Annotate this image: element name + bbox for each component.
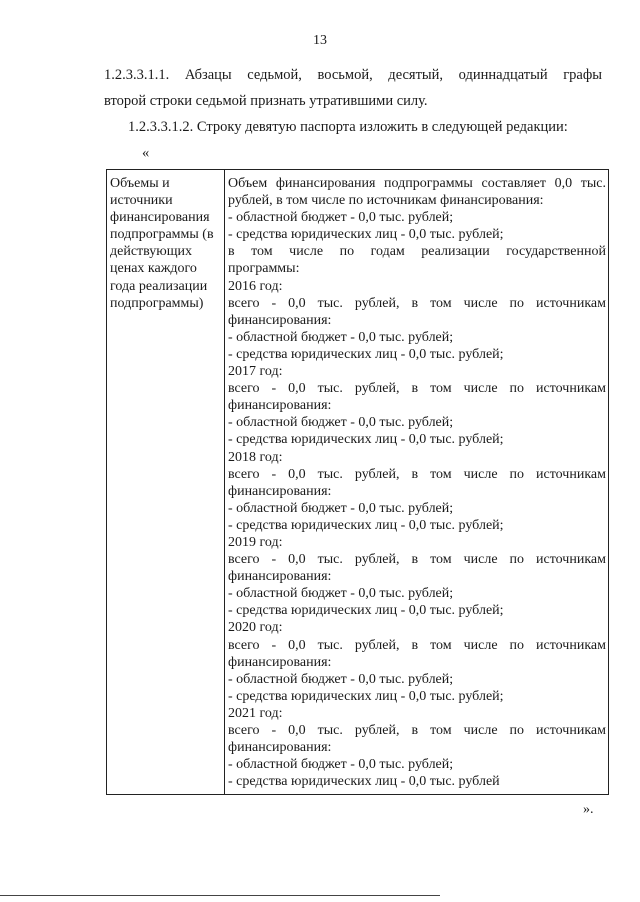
content-line: - областной бюджет - 0,0 тыс. рублей; <box>228 210 454 226</box>
content-line: финансирования: <box>228 312 332 328</box>
content-line: - средства юридических лиц - 0,0 тыс. рублей; <box>228 517 504 533</box>
opening-quote: « <box>142 145 150 161</box>
label-line: подпрограммы) <box>110 295 204 311</box>
content-line: финансирования: <box>228 398 332 414</box>
label-line: источники <box>110 193 173 209</box>
content-line: 2019 год: <box>228 534 283 550</box>
content-line: - областной бюджет - 0,0 тыс. рублей; <box>228 671 454 687</box>
content-line: 2021 год: <box>228 705 283 721</box>
content-line: программы: <box>228 261 300 277</box>
content-line: - средства юридических лиц - 0,0 тыс. рублей; <box>228 346 504 362</box>
content-line: в том числе по годам реализации государственной <box>228 244 606 260</box>
label-line: года реализации <box>110 278 208 294</box>
row-content-cell <box>225 170 609 795</box>
content-line: - областной бюджет - 0,0 тыс. рублей; <box>228 415 454 431</box>
content-line: 2018 год: <box>228 449 283 465</box>
content-line: - областной бюджет - 0,0 тыс. рублей; <box>228 757 454 773</box>
content-line: - областной бюджет - 0,0 тыс. рублей; <box>228 586 454 602</box>
paragraph-1-line-2: второй строки седьмой признать утратившими силу. <box>104 93 428 109</box>
content-line: финансирования: <box>228 654 332 670</box>
passport-table <box>106 169 609 795</box>
content-line: финансирования: <box>228 569 332 585</box>
content-line: всего - 0,0 тыс. рублей, в том числе по источникам <box>228 295 606 311</box>
content-line: всего - 0,0 тыс. рублей, в том числе по источникам <box>228 381 606 397</box>
content-line: - средства юридических лиц - 0,0 тыс. рублей; <box>228 688 504 704</box>
label-line: финансирования <box>110 210 210 226</box>
content-line: всего - 0,0 тыс. рублей, в том числе по источникам <box>228 637 606 653</box>
label-line: действующих <box>110 244 193 260</box>
content-line: - областной бюджет - 0,0 тыс. рублей; <box>228 329 454 345</box>
content-line: 2017 год: <box>228 364 283 380</box>
label-line: подпрограммы (в <box>110 227 214 243</box>
content-line: 2016 год: <box>228 278 283 294</box>
content-line: финансирования: <box>228 483 332 499</box>
row-label-cell <box>107 170 225 795</box>
content-line: - средства юридических лиц - 0,0 тыс. рублей; <box>228 227 504 243</box>
content-line: - средства юридических лиц - 0,0 тыс. рублей; <box>228 603 504 619</box>
table-row <box>107 170 609 795</box>
content-line: финансирования: <box>228 740 332 756</box>
content-line: всего - 0,0 тыс. рублей, в том числе по источникам <box>228 552 606 568</box>
content-line: Объем финансирования подпрограммы составляет 0,0 тыс. <box>228 176 606 191</box>
page-number: 13 <box>313 33 327 48</box>
closing-quote: ». <box>583 802 594 817</box>
content-line: 2020 год: <box>228 620 283 636</box>
footer-divider <box>0 895 440 896</box>
label-line: ценах каждого <box>110 261 197 277</box>
paragraph-2: 1.2.3.3.1.2. Строку девятую паспорта изложить в следующей редакции: <box>128 119 568 135</box>
content-line: всего - 0,0 тыс. рублей, в том числе по источникам <box>228 466 606 482</box>
content-line: - областной бюджет - 0,0 тыс. рублей; <box>228 500 454 516</box>
label-line: Объемы и <box>110 176 170 191</box>
content-line: рублей, в том числе по источникам финансирования: <box>228 193 544 209</box>
paragraph-1-line-1: 1.2.3.3.1.1. Абзацы седьмой, восьмой, десятый, одиннадцатый графы <box>104 67 602 83</box>
content-line: - средства юридических лиц - 0,0 тыс. рублей <box>228 774 500 790</box>
content-line: всего - 0,0 тыс. рублей, в том числе по источникам <box>228 723 606 738</box>
content-line: - средства юридических лиц - 0,0 тыс. рублей; <box>228 432 504 448</box>
